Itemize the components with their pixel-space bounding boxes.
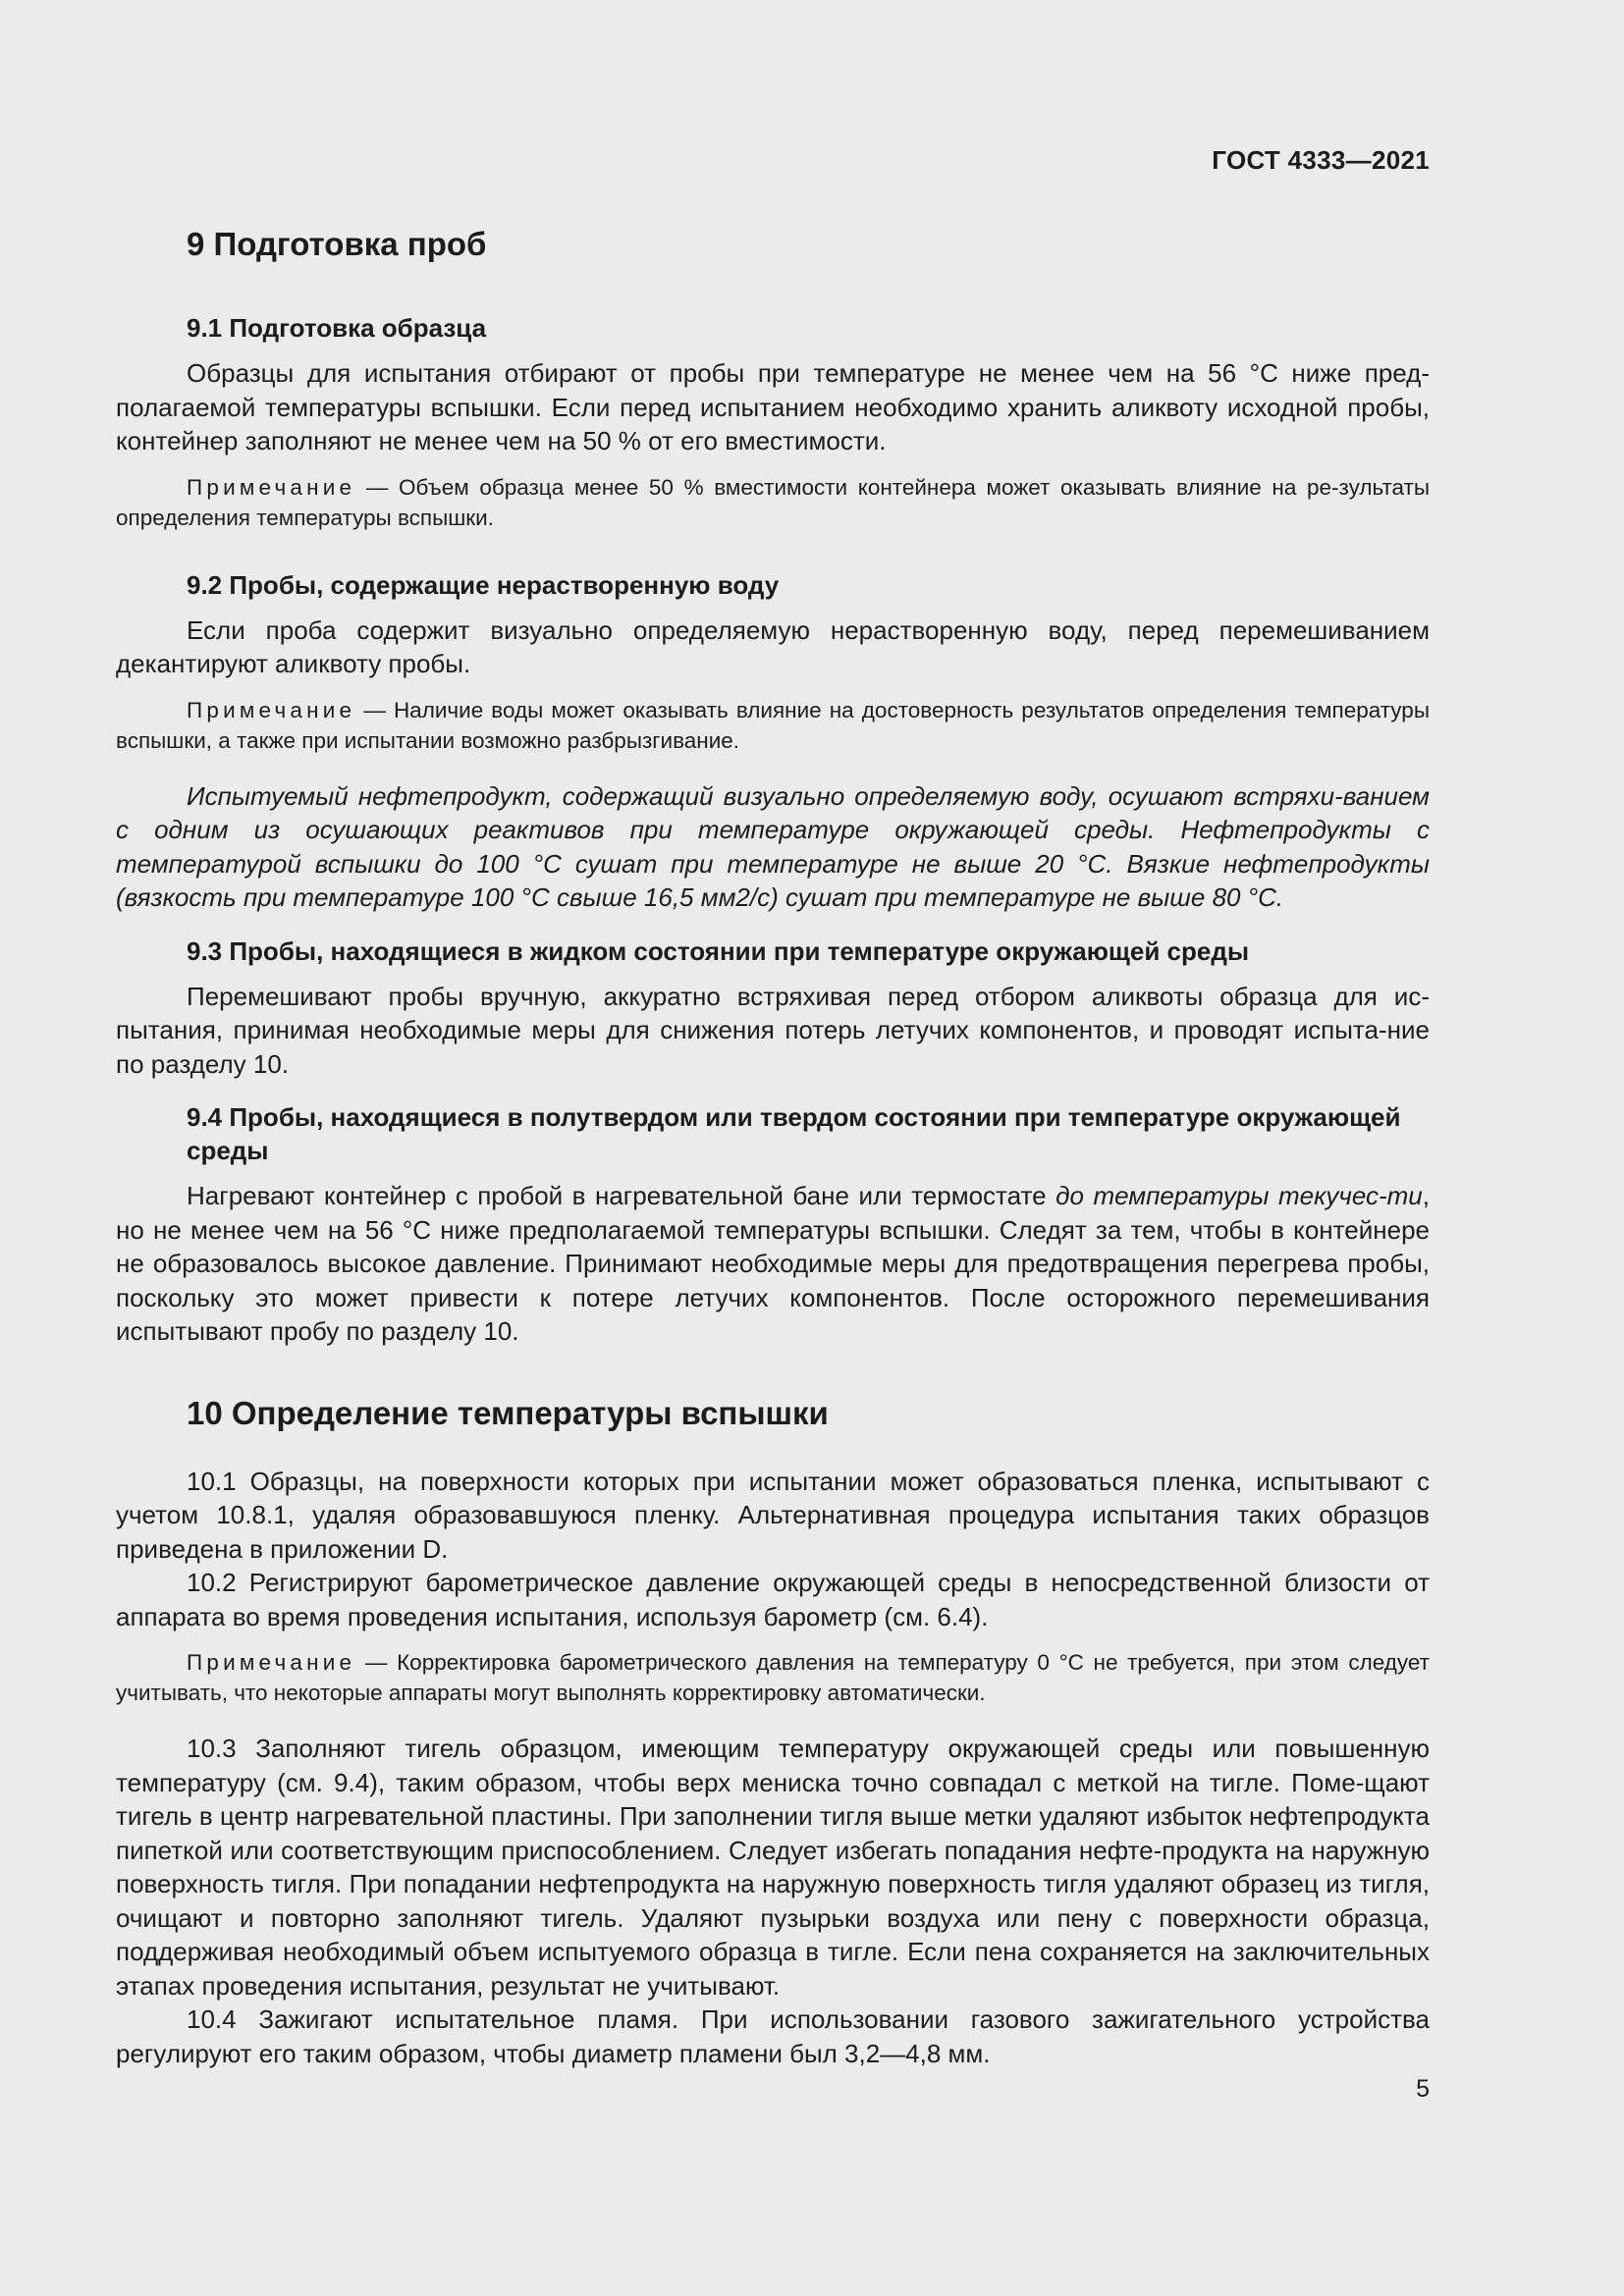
section-10-2-paragraph: 10.2 Регистрируют барометрическое давление окружающей среды в непосредственной близости от аппарата во время проведения испытания, используя барометр (см. 6.4). (116, 1568, 1430, 1631)
section-9-4-text-italic: до температуры текучес-ти (1056, 1181, 1423, 1210)
note-label: Примечание (187, 697, 356, 722)
page-number: 5 (1416, 2075, 1430, 2103)
section-9-4-text-b: , но не менее чем на 56 °С ниже предполагаемой температуры вспышки. Следят за тем, чтобы в контейнере не образовалось высокое давление. Принимают необходимые меры для предотвращения перегрева пробы, поскольку это может привести к потере летучих компонентов. После осторожного перемешивания испытывают пробу по разделу 10. (116, 1181, 1430, 1346)
section-10-4-paragraph: 10.4 Зажигают испытательное пламя. При использовании газового зажигательного устройства регулируют его таким образом, чтобы диаметр пламени был 3,2—4,8 мм. (116, 2004, 1430, 2068)
note-text: — Корректировка барометрического давления на температуру 0 °С не требуется, при этом следует учитывать, что некоторые аппараты могут выполнять корректировку автоматически. (116, 1650, 1430, 1705)
section-9-2-note (116, 695, 1430, 756)
section-9-2-italic-paragraph: Испытуемый нефтепродукт, содержащий визуально определяемую воду, осушают встряхи-ванием с одним из осушающих реактивов при температуре окружающей среды. Нефтепродукты с температурой вспышки до 100 °С сушат при температуре не выше 20 °С. Вязкие нефтепродукты (вязкость при температуре 100 °С свыше 16,5 мм2/с) сушат при температуре не выше 80 °С. (116, 780, 1430, 912)
section-9-2-title: 9.2 Пробы, содержащие нерастворенную воду (187, 569, 780, 600)
note-label: Примечание (187, 1650, 356, 1675)
section-9-2-paragraph: Если проба содержит визуально определяемую нерастворенную воду, перед перемешиванием декантируют аликвоту пробы. (116, 614, 1430, 678)
section-9-1-note (116, 472, 1430, 533)
section-10-title: 10 Определение температуры вспышки (187, 1394, 829, 1431)
section-9-1-title: 9.1 Подготовка образца (187, 313, 487, 343)
note-label: Примечание (187, 474, 356, 500)
section-9-3-paragraph: Перемешивают пробы вручную, аккуратно встряхивая перед отбором аликвоты образца для ис-пытания, принимая необходимые меры для снижения потерь летучих компонентов, и проводят испыта-ние по разделу 10. (116, 981, 1430, 1079)
section-10-1-paragraph: 10.1 Образцы, на поверхности которых при испытании может образоваться пленка, испытывают с учетом 10.8.1, удаляя образовавшуюся пленку. Альтернативная процедура испытания таких образцов приведена в приложении D. (116, 1466, 1430, 1564)
section-9-3-title: 9.3 Пробы, находящиеся в жидком состоянии при температуре окружающей среды (187, 935, 1250, 966)
note-text: — Наличие воды может оказывать влияние на достоверность результатов определения температуры вспышки, а также при испытании возможно разбрызгивание. (116, 697, 1430, 753)
section-9-4-text-a: Нагревают контейнер с пробой в нагревательной бане или термостате (187, 1181, 1056, 1210)
section-9-title: 9 Подготовка проб (187, 226, 487, 262)
section-9-4-title: 9.4 Пробы, находящиеся в полутвердом или твердом состоянии при температуре окружающей среды (187, 1102, 1401, 1165)
section-9-4-paragraph (116, 1179, 1430, 1349)
document-body (116, 221, 1430, 2070)
document-code: ГОСТ 4333—2021 (1212, 145, 1430, 175)
section-9-1-paragraph: Образцы для испытания отбирают от пробы при температуре не менее чем на 56 °С ниже пред-полагаемой температуры вспышки. Если перед испытанием необходимо хранить аликвоту исходной пробы, контейнер заполняют не менее чем на 50 % от его вместимости. (116, 358, 1430, 455)
section-10-2-note (116, 1647, 1430, 1708)
note-text: — Объем образца менее 50 % вместимости контейнера может оказывать влияние на ре-зультаты определения температуры вспышки. (116, 474, 1430, 530)
section-10-3-paragraph: 10.3 Заполняют тигель образцом, имеющим температуру окружающей среды или повышенную температуру (см. 9.4), таким образом, чтобы верх мениска точно совпадал с меткой на тигле. Поме-щают тигель в центр нагревательной пластины. При заполнении тигля выше метки удаляют избыток нефтепродукта пипеткой или соответствующим приспособлением. Следует избегать попадания нефте-продукта на наружную поверхность тигля. При попадании нефтепродукта на наружную поверхность тигля удаляют образец из тигля, очищают и повторно заполняют тигель. Удаляют пузырьки воздуха или пену с поверхности образца, поддерживая необходимый объем испытуемого образца в тигле. Если пена сохраняется на заключительных этапах проведения испытания, результат не учитывают. (116, 1734, 1430, 2001)
